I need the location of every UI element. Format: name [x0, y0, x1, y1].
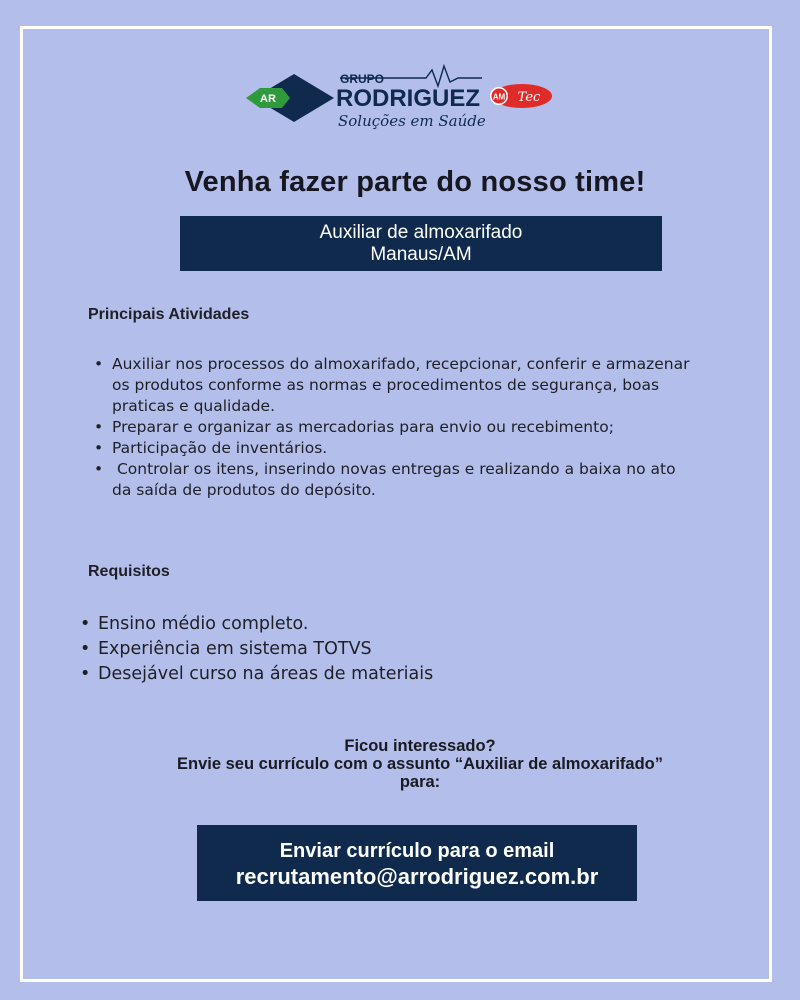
job-title: Auxiliar de almoxarifado	[319, 222, 523, 243]
cta-line-2: Envie seu currículo com o assunto “Auxiliar de almoxarifado”	[177, 755, 663, 773]
logo-name-text: RODRIGUEZ	[336, 85, 480, 112]
logo-am-text: AM	[492, 92, 506, 102]
cta-line-1: Ficou interessado?	[344, 737, 496, 755]
email-label: Enviar currículo para o email	[279, 840, 555, 862]
list-item: • Auxiliar nos processos do almoxarifado, recepcionar, conferir e armazenar os produtos conforme as normas e procedimentos de segurança, boas praticas e qualidade.	[94, 354, 694, 417]
call-to-action	[60, 737, 780, 791]
company-logo	[246, 64, 558, 136]
list-item: • Desejável curso na áreas de materiais	[80, 662, 580, 687]
requirements-list	[80, 612, 580, 687]
job-location: Manaus/AM	[370, 244, 472, 265]
email-box	[197, 825, 637, 901]
page-headline: Venha fazer parte do nosso time!	[184, 166, 646, 198]
email-address[interactable]: recrutamento@arrodriguez.com.br	[235, 864, 599, 889]
list-item: • Experiência em sistema TOTVS	[80, 637, 580, 662]
activities-list	[94, 354, 694, 501]
list-item: • Preparar e organizar as mercadorias para envio ou recebimento;	[94, 417, 694, 438]
list-item: • Ensino médio completo.	[80, 612, 580, 637]
requirements-title: Requisitos	[88, 563, 170, 580]
logo-tec-text: Tec	[517, 90, 541, 105]
logo-badge-text: AR	[260, 93, 276, 105]
logo-group-text: GRUPO	[340, 72, 385, 86]
activities-title: Principais Atividades	[88, 306, 250, 323]
list-item: • Participação de inventários.	[94, 438, 694, 459]
logo-tagline-text: Soluções em Saúde	[338, 112, 486, 130]
cta-line-3: para:	[399, 773, 441, 791]
list-item: • Controlar os itens, inserindo novas entregas e realizando a baixa no ato da saída de produtos do depósito.	[94, 459, 694, 501]
job-title-box	[180, 216, 662, 271]
